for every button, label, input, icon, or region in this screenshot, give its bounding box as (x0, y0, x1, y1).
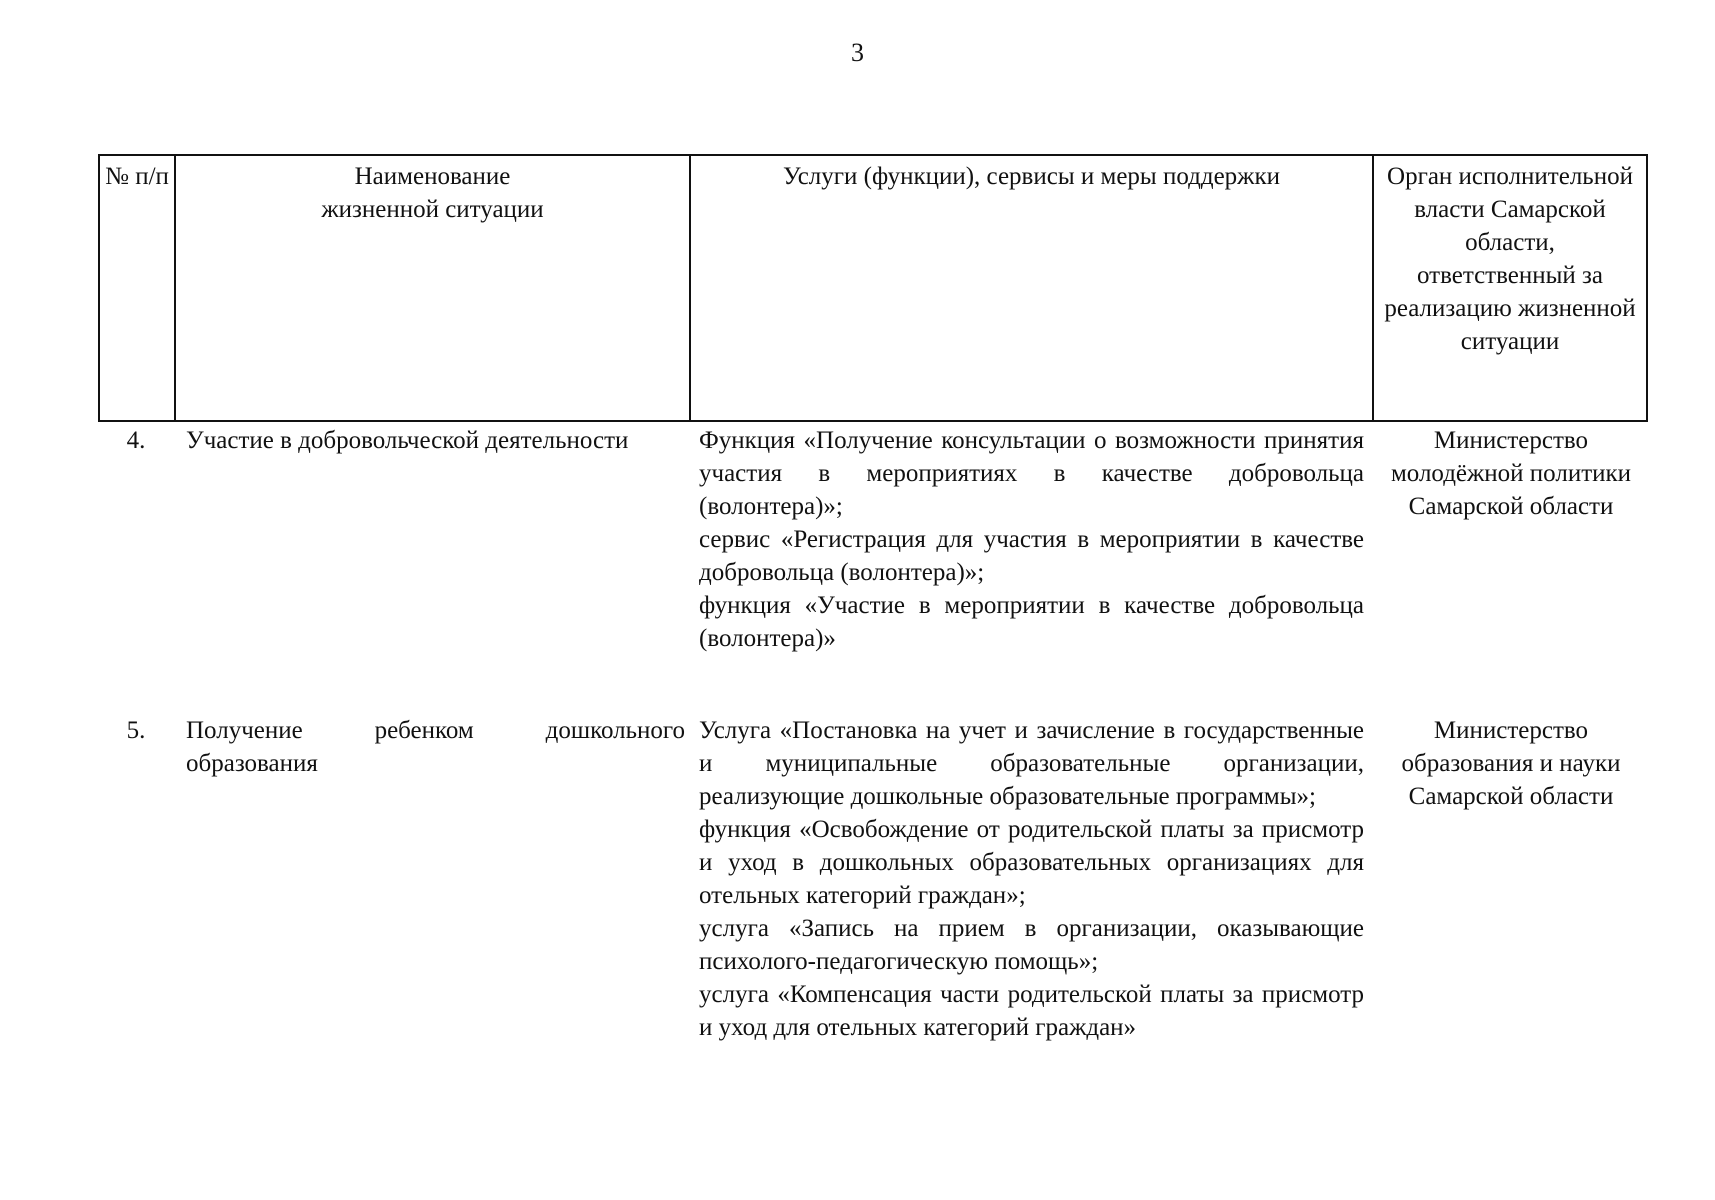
row-5-service-4: услуга «Компенсация части родительской платы за присмотр и уход для отельных категорий граждан» (699, 981, 1364, 1041)
header-situation-name (174, 154, 689, 422)
row-5-situation-name: Получение ребенком дошкольного образования (186, 717, 685, 777)
row-4-number: 4. (126, 427, 146, 454)
services-table (98, 154, 1648, 1072)
header-situation-name-text: Наименование жизненной ситуации (321, 163, 544, 223)
header-services: Услуги (функции), сервисы и меры поддержки (689, 154, 1372, 422)
row-5-service-1: Услуга «Постановка на учет и зачисление в государственные и муниципальные образовательные организации, реализующие дошкольные образовательные программы»; (699, 717, 1364, 810)
header-number: № п/п (98, 154, 174, 422)
row-4-service-2: сервис «Регистрация для участия в мероприятии в качестве добровольца (волонтера)»; (699, 526, 1364, 586)
row-5-responsible-organ: Министерство образования и науки Самарской области (1401, 717, 1621, 810)
row-4-service-3: функция «Участие в мероприятии в качестве добровольца (волонтера)» (699, 592, 1364, 652)
row-5-service-3: услуга «Запись на прием в организации, оказывающие психолого-педагогическую помощь»; (699, 915, 1364, 975)
page-number: 3 (851, 38, 864, 67)
row-4-services (689, 422, 1372, 712)
row-5-service-2: функция «Освобождение от родительской платы за присмотр и уход в дошкольных образовательных организациях для отельных категорий граждан»; (699, 816, 1364, 909)
row-5-services (689, 712, 1372, 1072)
row-4-situation-name: Участие в добровольческой деятельности (186, 427, 629, 454)
header-responsible-organ: Орган исполнительной власти Самарской области, ответственный за реализацию жизненной ситуации (1372, 154, 1648, 422)
row-4-responsible-organ: Министерство молодёжной политики Самарской области (1390, 427, 1632, 520)
row-4-service-1: Функция «Получение консультации о возможности принятия участия в мероприятиях в качестве добровольца (волонтера)»; (699, 427, 1364, 520)
row-5-number: 5. (126, 717, 146, 744)
